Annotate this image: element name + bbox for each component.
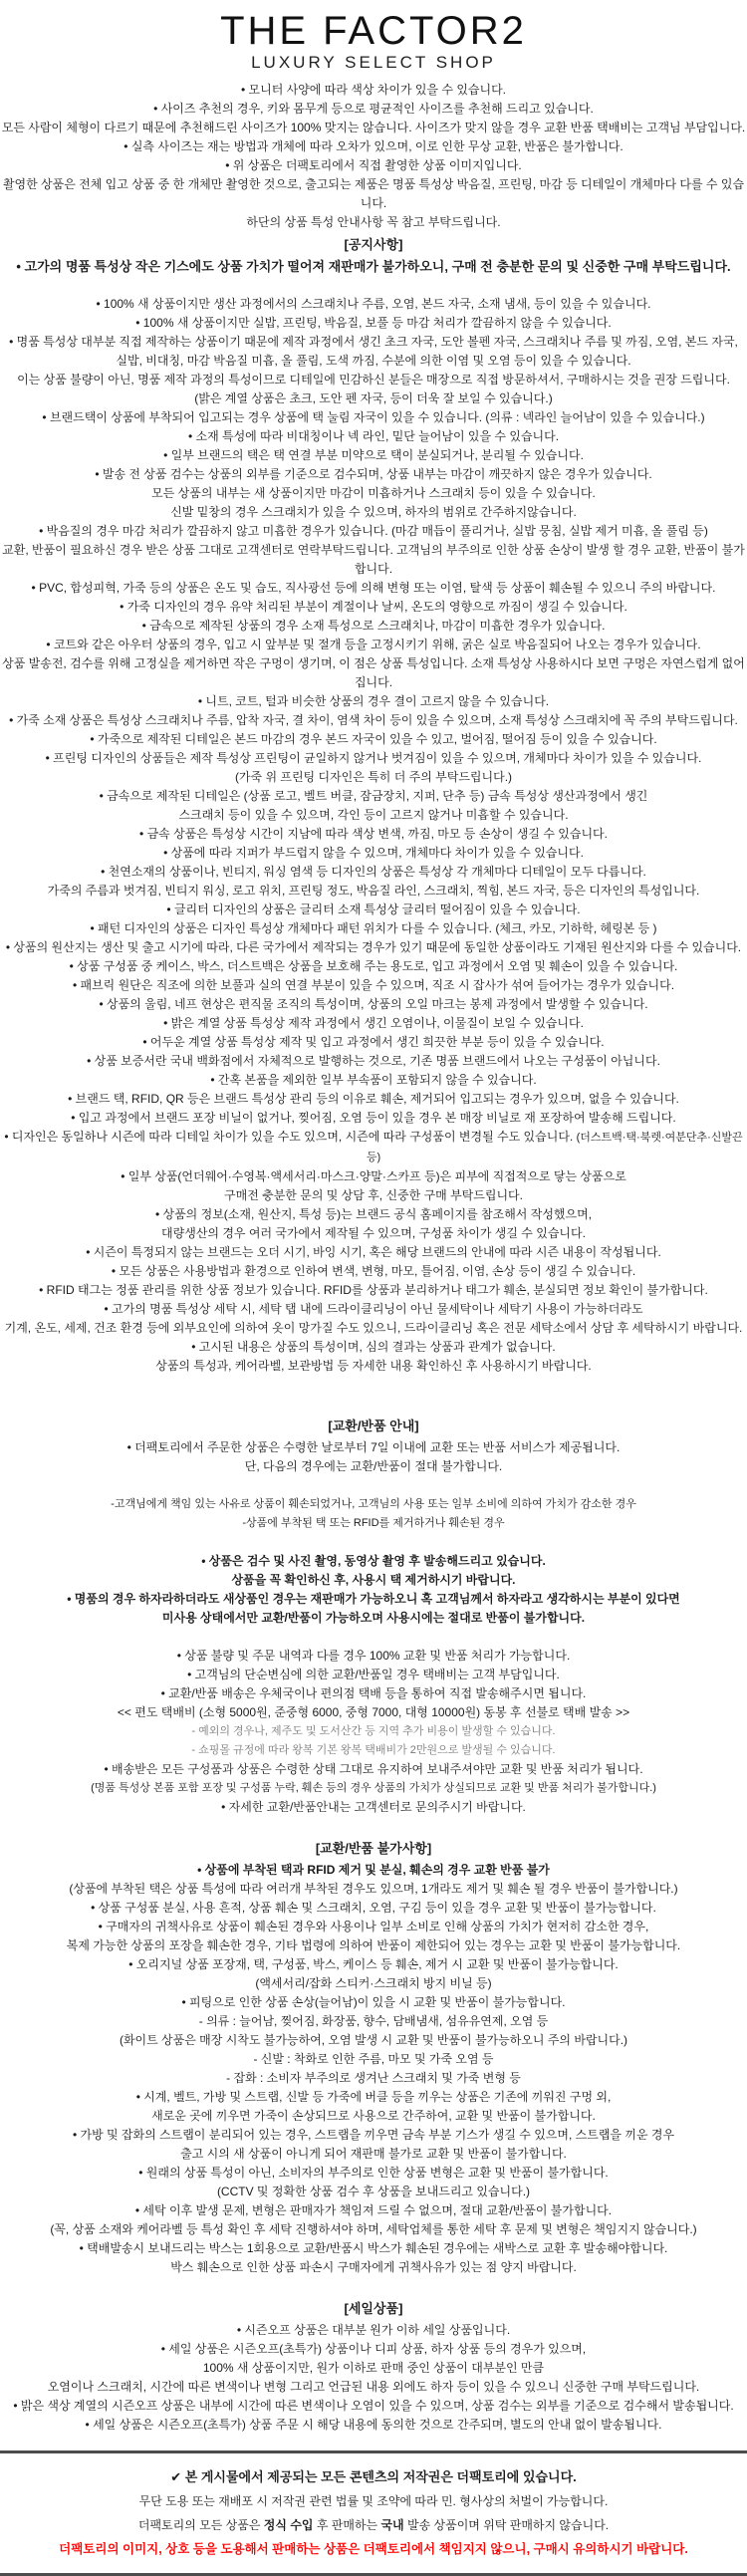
notice-line: • 시즌오프 상품은 대부분 원가 이하 세일 상품입니다. [236, 2323, 511, 2337]
spacer [0, 1395, 747, 1414]
notice-line: • 코트와 같은 아우터 상품의 경우, 입고 시 앞부분 및 절개 등을 고정시키기 위해, 굵은 실로 박음질되어 나오는 경우가 있습니다. [46, 638, 701, 651]
notice-line: • 명품 특성상 대부분 직접 제작하는 상품이기 때문에 제작 과정에서 생긴 초크 자국, 도안 볼펜 자국, 스크래치나 주름 및 까짐, 오염, 본드 자국, [9, 335, 738, 349]
notice-line: • 발송 전 상품 검수는 상품의 외부를 기준으로 검수되며, 상품 내부는 마감이 깨끗하지 않은 경우가 있습니다. [95, 467, 652, 481]
section-heading: [공지사항] [344, 237, 403, 252]
notice-line: • 금속으로 제작된 상품의 경우 소재 특성으로 스크래치나, 마감이 미흡한 경우가 있습니다. [141, 619, 606, 633]
spacer [0, 1476, 747, 1495]
notice-line: • 브랜드 택, RFID, QR 등은 브랜드 특성상 관리 등의 이유로 훼손, 제거되어 입고되는 경우가 있으며, 없을 수 있습니다. [68, 1092, 679, 1106]
notice-line: • 고가의 명품 특성상 작은 기스에도 상품 가치가 떨어져 재판매가 불가하오니, 구매 전 충분한 문의 및 신중한 구매 부탁드립니다. [16, 259, 731, 274]
notice-line: • 교환/반품 배송은 우체국이나 편의점 택배 등을 통하여 직접 발송해주시면 됩니다. [160, 1686, 587, 1700]
notice-line: • 가죽으로 제작된 디테일은 본드 마감의 경우 본드 자국이 있을 수 있고, 벌어짐, 떨어짐 등이 있을 수 있습니다. [90, 732, 657, 746]
notice-line: • 천연소재의 상품이나, 빈티지, 워싱 염색 등 디자인의 상품은 특성상 각 개체마다 디테일이 모두 다릅니다. [101, 865, 646, 879]
spacer [0, 276, 747, 295]
shop-logo-subtitle: LUXURY SELECT SHOP [251, 53, 496, 72]
notice-line: • 금속 상품은 특성상 시간이 지남에 따라 색상 변색, 까짐, 마모 등 손상이 생길 수 있습니다. [139, 827, 608, 841]
notice-line: • 상품 보증서란 국내 백화점에서 자체적으로 발행하는 것으로, 기존 명품 브랜드에서 나오는 구성품이 아닙니다. [87, 1054, 660, 1068]
notice-line: • 100% 새 상품이지만 실밥, 프린팅, 박음질, 보풀 등 마감 처리가 깔끔하지 않을 수 있습니다. [135, 316, 612, 330]
shop-logo [0, 10, 747, 73]
notice-line: (꼭, 상품 소재와 케어라벨 등 특성 확인 후 세탁 진행하셔야 하며, 세탁업체를 통한 세탁 후 문제 및 변형은 책임지지 않습니다.) [50, 2222, 697, 2236]
notice-line: 실밥, 비대칭, 마감 박음질 미흡, 올 풀림, 도색 까짐, 수분에 의한 이염 및 오염 등이 있을 수 있습니다. [116, 354, 631, 368]
notice-line: - 의류 : 늘어남, 찢어짐, 화장품, 향수, 담배냄새, 섬유유연제, 오염 등 [198, 2014, 549, 2028]
notice-line: • 모니터 사양에 따라 색상 차이가 있을 수 있습니다. [240, 83, 507, 97]
notice-line: • 가방 및 잡화의 스트랩이 분리되어 있는 경우, 스트랩을 끼우면 금속 부분 기스가 생길 수 있으며, 스트랩을 끼운 경우 [72, 2128, 675, 2142]
notice-line: 이는 상품 불량이 아닌, 명품 제작 과정의 특성이므로 디테일에 민감하신 분들은 매장으로 직접 방문하셔서, 구매하시는 것을 권장 드립니다. [17, 373, 730, 386]
notice-line: • 배송받은 모든 구성품과 상품은 수령한 상태 그대로 유지하여 보내주셔야만 교환 및 반품 처리가 됩니다. [104, 1762, 643, 1776]
notice-line: • 자세한 교환/반품안내는 고객센터로 문의주시기 바랍니다. [221, 1800, 526, 1814]
notice-line: • 밝은 계열 상품 특성상 제작 과정에서 생긴 오염이나, 이물질이 보일 수 있습니다. [163, 1016, 584, 1030]
copyright-footer [0, 2453, 747, 2561]
notice-line: • 일부 브랜드의 택은 택 연결 부분 미약으로 택이 분실되거나, 분리될 수 있습니다. [163, 448, 584, 462]
notice-line: • 일부 상품(언더웨어·수영복·액세서리·마스크·양말·스카프 등)은 피부에 직접적으로 닿는 상품으로 [121, 1169, 626, 1183]
notice-line: - 신발 : 착화로 인한 주름, 마모 및 가죽 오염 등 [253, 2052, 494, 2066]
notice-line: • 시즌이 특정되지 않는 브랜드는 오더 시기, 바잉 시기, 혹은 해당 브랜드의 안내에 따라 시즌 내용이 작성됩니다. [86, 1245, 661, 1259]
notice-line: • 상품의 정보(소재, 원산지, 특성 등)는 브랜드 공식 홈페이지를 참조해서 작성했으며, [154, 1207, 593, 1221]
spacer [0, 1817, 747, 1836]
notice-line: • 모든 상품은 사용방법과 환경으로 인하여 변색, 변형, 마모, 틀어짐, 이염, 손상 등이 생길 수 있습니다. [111, 1264, 636, 1278]
notice-line-segment: 더팩토리의 모든 상품은 [137, 2518, 264, 2532]
notice-line: 무단 도용 또는 재배포 시 저작권 관련 법률 및 조약에 따라 민. 형사상의 처벌이 가능합니다. [138, 2494, 609, 2508]
notice-line: - 쇼핑몰 규정에 따라 왕복 기본 왕복 택배비가 2만원으로 발생될 수 있습니다. [191, 1744, 556, 1756]
notice-line: • 사이즈 추천의 경우, 키와 몸무게 등으로 평균적인 사이즈를 추천해 드리고 있습니다. [153, 102, 594, 116]
spacer [0, 1376, 747, 1395]
notice-line: 구매전 충분한 문의 및 상담 후, 신중한 구매 부탁드립니다. [224, 1188, 523, 1202]
notice-line: • 실측 사이즈는 재는 방법과 개체에 따라 오차가 있으며, 이로 인한 무상 교환, 반품은 불가합니다. [124, 139, 623, 153]
notice-line: 스크래치 등이 있을 수 있으며, 각인 등이 고르지 않거나 미흡할 수 있습니다. [178, 808, 569, 822]
notice-line: • 명품의 경우 하자라하더라도 새상품인 경우는 재판매가 가능하오니 혹 고객님께서 하자라고 생각하시는 부분이 있다면 [67, 1592, 680, 1606]
notice-line: 상품 발송전, 검수를 위해 고정실을 제거하면 작은 구멍이 생기며, 이 점은 상품 특성입니다. 소재 특성상 사용하시다 보면 구멍은 자연스럽게 없어집니다. [2, 656, 745, 689]
notice-line: • 고시된 내용은 상품의 특성이며, 심의 결과는 상품과 관계가 없습니다. [191, 1340, 556, 1354]
notice-line: 가죽의 주름과 벗겨짐, 빈티지 워싱, 로고 위치, 프린팅 정도, 박음질 라인, 스크래치, 찍힘, 본드 자국, 등은 디자인의 특성입니다. [47, 884, 700, 898]
notice-line: 더팩토리의 이미지, 상호 등을 도용해서 판매하는 상품은 더팩토리에서 책임지지 않으니, 구매시 유의하시기 바랍니다. [59, 2542, 688, 2556]
notice-line: • 세탁 이후 발생 문제, 변형은 판매자가 책임져 드릴 수 없으며, 절대 교환/반품이 불가합니다. [134, 2203, 613, 2217]
notice-line: 박스 훼손으로 인한 상품 파손시 구매자에게 귀책사유가 있는 점 양지 바랍니다. [170, 2260, 577, 2274]
notice-line: (화이트 상품은 매장 시착도 불가능하여, 오염 발생 시 교환 및 반품이 불가능하오니 주의 바랍니다.) [119, 2033, 628, 2047]
notice-line: (액세서리/잡화 스티커·스크래치 방지 비닐 등) [255, 1976, 492, 1990]
notice-line: • 상품 구성품 분실, 사용 흔적, 상품 훼손 및 스크래치, 오염, 구김 등이 있을 경우 교환 및 반품이 불가능합니다. [91, 1901, 656, 1915]
notice-line: 교환, 반품이 필요하신 경우 받은 상품 그대로 고객센터로 연락부탁드립니다. 고객님의 부주의로 인한 상품 손상이 발생 할 경우 교환, 반품이 불가합니다. [2, 543, 745, 576]
notice-line: • 밝은 색상 계열의 시즌오프 상품은 내부에 시간에 따른 변색이나 오염이 있을 수 있으며, 상품 검수는 외부를 기준으로 검수해서 발송됩니다. [13, 2399, 734, 2413]
notice-line: -고객님에게 책임 있는 사유로 상품이 훼손되었거나, 고객님의 사용 또는 일부 소비에 의하여 가치가 감소한 경우 [111, 1498, 636, 1510]
notice-line: • 상품 구성품 중 케이스, 박스, 더스트백은 상품을 보호해 주는 용도로, 입고 과정에서 오염 및 훼손이 있을 수 있습니다. [69, 959, 678, 973]
notice-line: • RFID 태그는 정품 관리를 위한 상품 정보가 있습니다. RFID를 상품과 분리하거나 태그가 훼손, 분실되면 정보 확인이 불가합니다. [39, 1283, 708, 1297]
notice-line: 미사용 상태에서만 교환/반품이 가능하오며 사용시에는 절대로 반품이 불가합니다. [161, 1611, 586, 1625]
notice-line-segment: (더스트백·택·북렛·여분단추·신발끈 등) [366, 1132, 743, 1163]
notice-line: 대량생산의 경우 여러 국가에서 제작될 수 있으며, 구성품 차이가 생길 수 있습니다. [161, 1226, 586, 1240]
notice-line: 기계, 온도, 세제, 건조 환경 등에 외부요인에 의하여 옷이 망가질 수도 있으니, 드라이클리닝 혹은 전문 세탁소에서 상담 후 세탁하시기 바랍니다. [4, 1321, 743, 1335]
notice-line [0, 2513, 747, 2537]
notice-line: 단, 다음의 경우에는 교환/반품이 절대 불가합니다. [244, 1459, 503, 1473]
notice-line: (가죽 위 프린팅 디자인은 특히 더 주의 부탁드립니다.) [234, 770, 513, 784]
spacer [0, 1628, 747, 1647]
notice-line: • 간혹 본품을 제외한 일부 부속품이 포함되지 않을 수 있습니다. [210, 1073, 537, 1087]
notice-line-segment: 발송 상품이며 위탁 판매하지 않습니다. [403, 2518, 610, 2532]
notice-line: 모든 사람이 체형이 다르기 때문에 추천해드린 사이즈가 100% 맞지는 않습니다. 사이즈가 맞지 않을 경우 교환 반품 택배비는 고객님 부담입니다. [1, 121, 746, 134]
notice-line: • 구매자의 귀책사유로 상품이 훼손된 경우와 사용이나 일부 소비로 인해 상품의 가치가 현저히 감소한 경우, [98, 1920, 649, 1933]
notice-line-segment: 국내 [380, 2518, 404, 2532]
notice-line: • 패브릭 원단은 직조에 의한 보풀과 실의 연결 부분이 있을 수 있으며, 직조 시 잡사가 섞여 들어가는 경우가 있습니다. [72, 978, 675, 992]
notice-line: • 상품에 따라 지퍼가 부드럽지 않을 수 있으며, 개체마다 차이가 있을 수 있습니다. [163, 846, 584, 860]
notice-line-segment: 후 판매하는 [313, 2518, 381, 2532]
notice-line: • 100% 새 상품이지만 생산 과정에서의 스크래치나 주름, 오염, 본드 자국, 소재 냄새, 등이 있을 수 있습니다. [96, 297, 651, 311]
notice-line: • PVC, 합성피혁, 가죽 등의 상품은 온도 및 습도, 직사광선 등에 의해 변형 또는 이염, 탈색 등 상품이 훼손될 수 있으니 주의 바랍니다. [31, 581, 716, 595]
notice-line: ✔ 본 게시물에서 제공되는 모든 콘텐츠의 저작권은 더팩토리에 있습니다. [170, 2469, 577, 2484]
section-heading: [세일상품] [344, 2301, 403, 2316]
spacer [0, 1533, 747, 1552]
notice-line: • 세일 상품은 시즌오프(초특가) 상품 주문 시 해당 내용에 동의한 것으로 간주되며, 별도의 안내 없이 발송됩니다. [85, 2418, 662, 2432]
notice-line: 오염이나 스크래치, 시간에 따른 변색이나 변형 그리고 언급된 내용 외에도 하자 등이 있을 수 있으니 신중한 구매 부탁드립니다. [47, 2380, 700, 2394]
notice-line: • 어두운 계열 상품 특성상 제작 및 입고 과정에서 생긴 희끗한 부분 등이 있을 수 있습니다. [142, 1035, 605, 1049]
notice-line: • 박음질의 경우 마감 처리가 깔끔하지 않고 미흡한 경우가 있습니다. (마감 매듭이 풀리거나, 실밥 뭉침, 실밥 제거 미흡, 올 풀림 등) [39, 524, 708, 538]
notice-line: • 시계, 벨트, 가방 및 스트랩, 신발 등 가죽에 버클 등을 끼우는 상품은 기존에 끼워진 구멍 외, [135, 2090, 612, 2104]
notice-line: << 편도 택배비 (소형 5000원, 준중형 6000, 중형 7000, 대형 10000원) 동봉 후 선불로 택배 발송 >> [117, 1705, 630, 1719]
notice-line: - 예외의 경우나, 제주도 및 도서산간 등 지역 추가 비용이 발생할 수 있습니다. [191, 1725, 556, 1737]
notice-line: • 상품은 검수 및 사진 촬영, 동영상 촬영 후 발송해드리고 있습니다. [201, 1554, 546, 1568]
notice-line: • 글리터 디자인의 상품은 글리터 소재 특성상 글리터 떨어짐이 있을 수 있습니다. [166, 902, 581, 916]
notice-line: • 상품 불량 및 주문 내역과 다를 경우 100% 교환 및 반품 처리가 가능합니다. [176, 1649, 571, 1663]
notice-line: • 피팅으로 인한 상품 손상(늘어남)이 있을 시 교환 및 반품이 불가능합니다. [181, 1995, 566, 2009]
notice-line: 하단의 상품 특성 안내사항 꼭 참고 부탁드립니다. [246, 215, 501, 229]
notice-line: 상품의 특성과, 케어라벨, 보관방법 등 자세한 내용 확인하신 후 사용하시기 바랍니다. [155, 1359, 592, 1373]
notice-line: • 상품의 원산지는 생산 및 출고 시기에 따라, 다른 국가에서 제작되는 경우가 있기 때문에 동일한 상품이라도 기재된 원산지와 다를 수 있습니다. [5, 940, 742, 954]
notice-line: • 금속으로 제작된 디테일은 (상품 로고, 벨트 버클, 잠금장치, 지퍼, 단추 등) 금속 특성상 생산과정에서 생긴 [99, 789, 648, 803]
notice-line: 신발 밑창의 경우 스크래치가 있을 수 있으며, 하자의 범위로 간주하지않습니다. [170, 505, 577, 519]
notice-line: (상품에 부착된 택은 상품 특성에 따라 여러개 부착된 경우도 있으며, 1개라도 제거 및 훼손 될 경우 반품이 불가합니다.) [69, 1882, 678, 1896]
notice-line: 출고 시의 새 상품이 아니게 되어 재판매 불가로 교환 및 반품이 불가합니다. [180, 2147, 567, 2161]
notice-line: - 잡화 : 소비자 부주의로 생겨난 스크래치 및 가죽 변형 등 [226, 2071, 521, 2085]
shop-logo-title: THE FACTOR2 [220, 9, 527, 53]
notice-body [0, 81, 747, 2435]
notice-line: 새로운 곳에 끼우면 가죽이 손상되므로 사용으로 간주하여, 교환 및 반품이 불가합니다. [151, 2109, 596, 2123]
notice-line [0, 1128, 747, 1167]
notice-line: • 프린팅 디자인의 상품들은 제작 특성상 프린팅이 균일하지 않거나 벗겨짐이 있을 수 있으며, 개체마다 차이가 있을 수 있습니다. [45, 751, 702, 765]
notice-line: • 오리지널 상품 포장재, 택, 구성품, 박스, 케이스 등 훼손, 제거 시 교환 및 반품이 불가능합니다. [128, 1957, 619, 1971]
notice-line: • 세일 상품은 시즌오프(초특가) 상품이나 디피 상품, 하자 상품 등의 경우가 있으며, [160, 2342, 587, 2356]
notice-line: 상품을 꼭 확인하신 후, 사용시 택 제거하시기 바랍니다. [231, 1573, 516, 1587]
notice-line: (CCTV 및 정확한 상품 검수 후 상품을 보내드리고 있습니다.) [216, 2185, 531, 2198]
notice-line-segment: • 디자인은 동일하나 시즌에 따라 디테일 차이가 있을 수도 있으며, 시즌에 따라 구성품이 변경될 수도 있습니다. [4, 1130, 577, 1144]
section-heading: [교환/반품 안내] [328, 1418, 419, 1433]
notice-line: (밝은 계열 상품은 초크, 도안 펜 자국, 등이 더욱 잘 보일 수 있습니다.) [194, 391, 553, 405]
notice-line: • 택배발송시 보내드리는 박스는 1회용으로 교환/반품시 박스가 훼손된 경우에는 새박스로 교환 후 발송해야합니다. [79, 2241, 668, 2255]
section-heading: [교환/반품 불가사항] [315, 1841, 432, 1856]
notice-line: • 브랜드택이 상품에 부착되어 입고되는 경우 상품에 택 눌림 자국이 있을 수 있습니다. (의류 : 넥라인 늘어남이 있을 수 있습니다.) [42, 410, 705, 424]
notice-line: • 상품에 부착된 택과 RFID 제거 및 분실, 훼손의 경우 교환 반품 불가 [197, 1863, 550, 1877]
notice-line: 100% 새 상품이지만, 원가 이하로 판매 중인 상품이 대부분인 만큼 [202, 2361, 545, 2375]
notice-line-segment: 정식 수입 [263, 2518, 314, 2532]
notice-line: • 패턴 디자인의 상품은 디자인 특성상 개체마다 패턴 위치가 다를 수 있습니다. (체크, 카모, 기하학, 헤링본 등 ) [90, 921, 657, 935]
notice-line: • 입고 과정에서 브랜드 포장 비닐이 없거나, 찢어짐, 오염 등이 있을 경우 본 매장 비닐로 재 포장하여 발송해 드립니다. [71, 1111, 676, 1125]
notice-line: • 고객님의 단순변심에 의한 교환/반품일 경우 택배비는 고객 부담입니다. [187, 1668, 560, 1681]
notice-line: • 더팩토리에서 주문한 상품은 수령한 날로부터 7일 이내에 교환 또는 반품 서비스가 제공됩니다. [126, 1440, 621, 1454]
notice-line: 복제 가능한 상품의 포장을 훼손한 경우, 기타 법령에 의하여 반품이 제한되어 있는 경우는 교환 및 반품이 불가능합니다. [66, 1938, 681, 1952]
notice-line: • 상품의 울림, 네프 현상은 편직물 조직의 특성이며, 상품의 오일 마크는 봉제 과정에서 발생할 수 있습니다. [99, 997, 648, 1011]
notice-line: • 니트, 코트, 털과 비슷한 상품의 경우 결이 고르지 않을 수 있습니다. [197, 694, 550, 708]
notice-line: • 고가의 명품 특성상 세탁 시, 세탁 탭 내에 드라이클리닝이 아닌 물세탁이나 세탁기 사용이 가능하더라도 [104, 1302, 643, 1316]
notice-line: 촬영한 상품은 전체 입고 상품 중 한 개체만 촬영한 것으로, 출고되는 제품은 명품 특성상 박음질, 프린팅, 마감 등 디테일이 개체마다 다를 수 있습니다. [2, 177, 745, 210]
notice-line: • 위 상품은 더팩토리에서 직접 촬영한 상품 이미지입니다. [225, 158, 522, 172]
notice-line: • 원래의 상품 특성이 아닌, 소비자의 부주의로 인한 상품 변형은 교환 및 반품이 불가합니다. [138, 2166, 609, 2180]
notice-line: 모든 상품의 내부는 새 상품이지만 마감이 미흡하거나 스크래치 등이 있을 수 있습니다. [151, 486, 596, 500]
notice-line: -상품에 부착된 택 또는 RFID를 제거하거나 훼손된 경우 [242, 1517, 505, 1529]
notice-line: (명품 특성상 본품 포함 포장 및 구성품 누락, 훼손 등의 경우 상품의 가치가 상실되므로 교환 및 반품 처리가 불가합니다.) [91, 1782, 656, 1794]
notice-line: • 가죽 소재 상품은 특성상 스크래치나 주름, 압착 자국, 결 차이, 염색 차이 등이 있을 수 있으며, 소재 특성상 스크래치에 꼭 주의 부탁드립니다. [9, 713, 738, 727]
notice-line: • 가죽 디자인의 경우 유약 처리된 부분이 계절이나 날씨, 온도의 영향으로 까짐이 생길 수 있습니다. [120, 600, 627, 614]
notice-line: • 소재 특성에 따라 비대칭이나 넥 라인, 밑단 늘어남이 있을 수 있습니다. [187, 429, 560, 443]
spacer [0, 2277, 747, 2296]
